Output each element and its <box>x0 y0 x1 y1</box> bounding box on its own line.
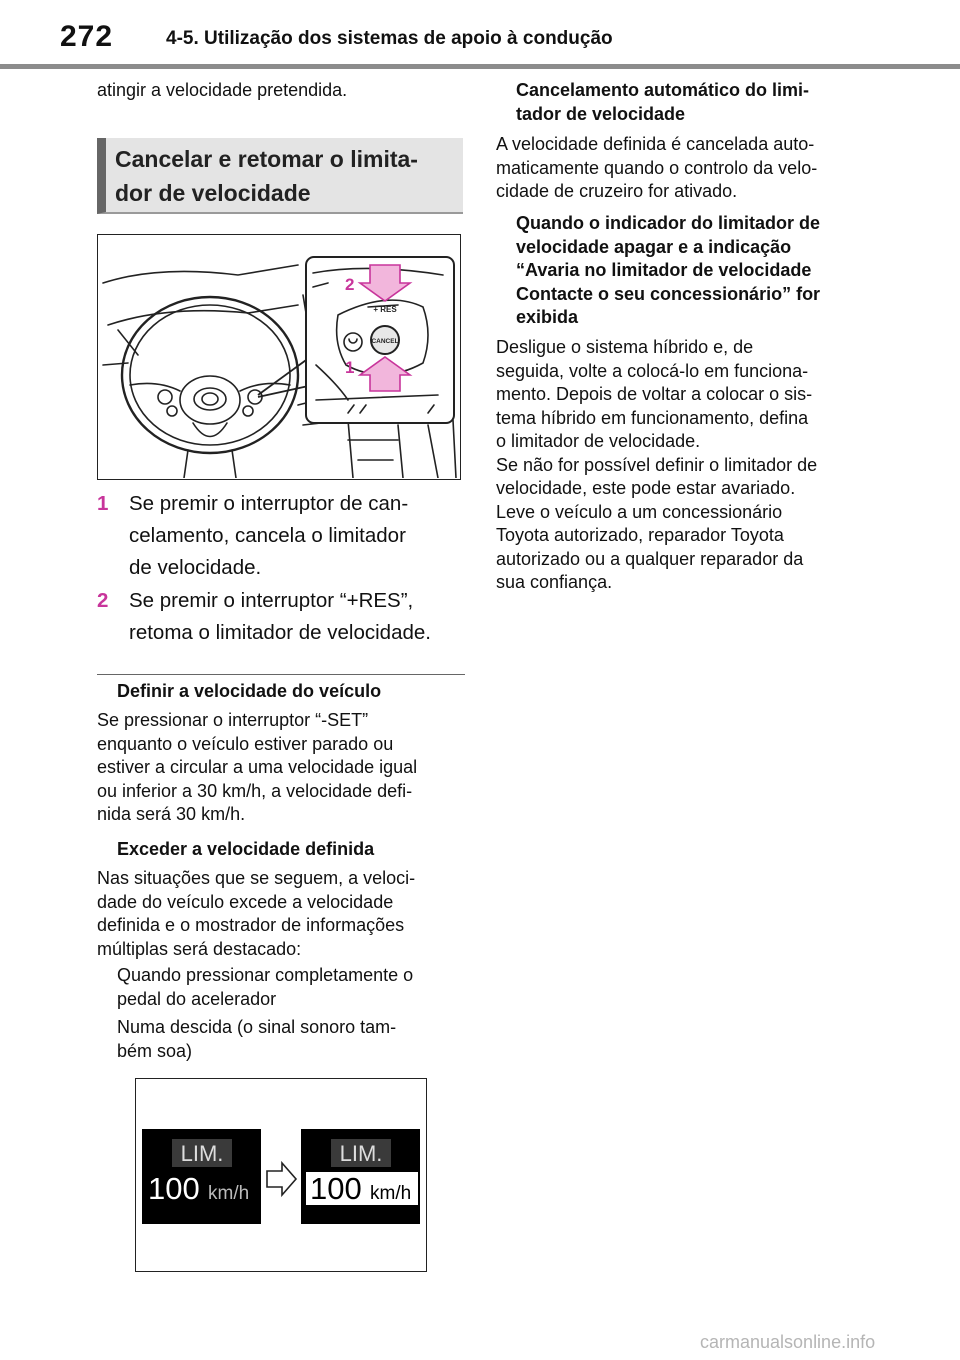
paragraph-exceed-speed: Nas situações que se seguem, a veloci- dade do veículo excede a velocidade definida e o mostrador de informações múltiplas será destacado: <box>97 868 416 959</box>
speed-value-right: 100 <box>310 1171 362 1206</box>
steering-wheel-illustration <box>98 235 459 478</box>
section-heading-box <box>97 138 463 214</box>
chapter-title: 4-5. Utilização dos sistemas de apoio à condução <box>166 28 613 49</box>
speed-limiter-display-illustration <box>136 1079 425 1270</box>
paragraph-auto-cancel: A velocidade definida é cancelada auto- maticamente quando o controlo da velo- cidade de cruzeiro for ativado. <box>496 134 818 201</box>
header-rule <box>0 64 960 69</box>
lim-label-right: LIM. <box>339 1141 383 1166</box>
subheading-set-speed: Definir a velocidade do veículo <box>117 681 382 701</box>
cancel-button-label: CANCEL <box>371 338 399 345</box>
callout-2: 2 <box>345 275 355 294</box>
page-number: 272 <box>60 20 114 53</box>
speed-unit-right: km/h <box>370 1183 412 1204</box>
list-item: 2 Se premir o interruptor “+RES”, retoma o limitador de velocidade. <box>97 585 469 649</box>
list-number: 2 <box>97 589 109 612</box>
section-divider <box>97 674 465 675</box>
paragraph-set-speed: Se pressionar o interruptor “-SET” enquanto o veículo estiver parado ou estiver a circular a uma velocidade igual ou inferior a 30 km/h, a velocidade defi- nida será 30 km/h. <box>97 710 418 824</box>
steering-wheel-figure <box>97 234 461 480</box>
res-button-label: + RES <box>373 305 397 314</box>
speed-unit-left: km/h <box>208 1183 250 1204</box>
watermark: carmanualsonline.info <box>700 1332 876 1352</box>
bullet-item: Quando pressionar completamente o pedal do acelerador <box>117 965 414 1009</box>
subheading-auto-cancel: Cancelamento automático do limi- tador de velocidade <box>516 80 810 124</box>
list-number: 1 <box>97 492 109 515</box>
intro-text: atingir a velocidade pretendida. <box>97 80 348 100</box>
paragraph-malfunction: Desligue o sistema híbrido e, de seguida, volte a colocá-lo em funciona- mento. Depois de voltar a colocar o sis- tema híbrido em funcionamento, defina o limitador de velocidade. Se não for possível definir o limitador de velocidade, este pode estar avariado. Leve o veículo a um concessionário Toyota autorizado, reparador Toyota autorizado ou a qualquer reparador da sua confiança. <box>496 337 818 592</box>
right-arrow-icon <box>267 1163 296 1195</box>
speed-value-left: 100 <box>148 1171 200 1206</box>
list-item: 1 Se premir o interruptor de can- celamento, cancela o limitador de velocidade. <box>97 488 469 584</box>
section-heading: Cancelar e retomar o limita- dor de velocidade <box>115 146 418 206</box>
lim-label-left: LIM. <box>180 1141 224 1166</box>
speed-limiter-display-figure <box>135 1078 427 1272</box>
bullet-item: Numa descida (o sinal sonoro tam- bém soa) <box>117 1017 397 1061</box>
subheading-malfunction: Quando o indicador do limitador de velocidade apagar e a indicação “Avaria no limitador de velocidade Contacte o seu concessionário” for exibida <box>516 213 821 327</box>
callout-1: 1 <box>345 358 355 377</box>
subheading-exceed-speed: Exceder a velocidade definida <box>117 839 375 859</box>
